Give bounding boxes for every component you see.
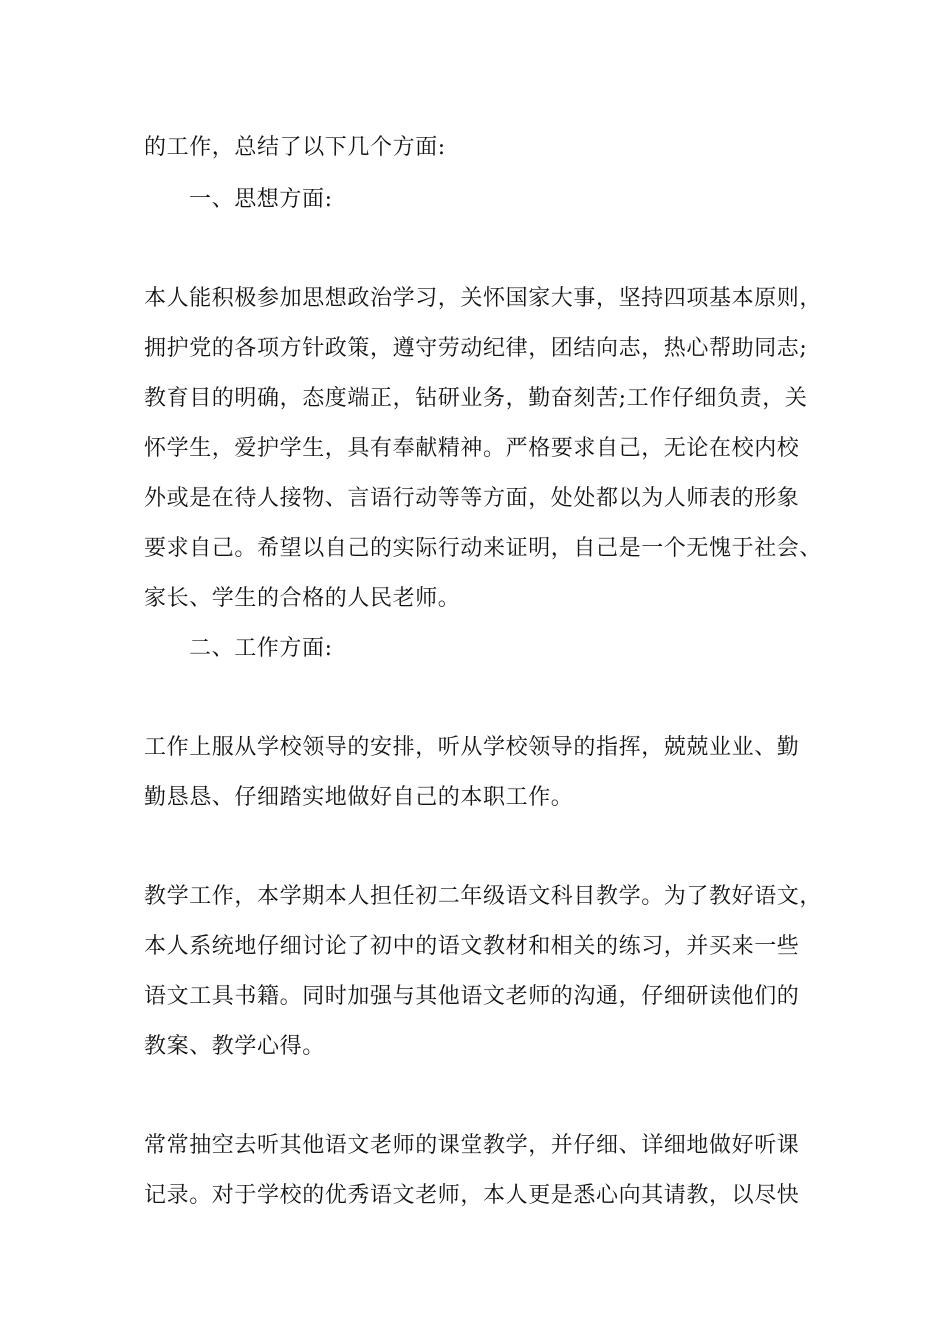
text-line: 要求自己。希望以自己的实际行动来证明，自己是一个无愧于社会、 (144, 536, 823, 561)
text-line: 拥护党的各项方针政策，遵守劳动纪律，团结向志，热心帮助同志; (144, 336, 808, 361)
text-line: 本人能积极参加思想政治学习，关怀国家大事，坚持四项基本原则， (144, 286, 823, 311)
text-line: 常常抽空去听其他语文老师的课堂教学，并仔细、详细地做好听课 (144, 1133, 800, 1158)
text-line: 的工作，总结了以下几个方面: (144, 135, 446, 160)
text-line: 怀学生，爱护学生，具有奉献精神。严格要求自己，无论在校内校 (144, 436, 800, 461)
text-line: 家长、学生的合格的人民老师。 (144, 586, 461, 611)
text-line: 教育目的明确，态度端正，钻研业务，勤奋刻苦;工作仔细负责，关 (144, 386, 808, 411)
section-heading-thought: 一、思想方面: (189, 187, 333, 212)
text-line: 记录。对于学校的优秀语文老师，本人更是悉心向其请教，以尽快 (144, 1183, 800, 1208)
text-line: 勤恳恳、仔细踏实地做好自己的本职工作。 (144, 785, 574, 810)
text-line: 教案、教学心得。 (144, 1034, 325, 1059)
text-line: 语文工具书籍。同时加强与其他语文老师的沟通，仔细研读他们的 (144, 984, 800, 1009)
text-line: 外或是在待人接物、言语行动等等方面，处处都以为人师表的形象 (144, 486, 800, 511)
text-line: 本人系统地仔细讨论了初中的语文教材和相关的练习，并买来一些 (144, 934, 800, 959)
text-line: 教学工作，本学期本人担任初二年级语文科目教学。为了教好语文， (144, 884, 823, 909)
section-heading-work: 二、工作方面: (189, 636, 333, 661)
text-line: 工作上服从学校领导的安排，听从学校领导的指挥，兢兢业业、勤 (144, 735, 800, 760)
